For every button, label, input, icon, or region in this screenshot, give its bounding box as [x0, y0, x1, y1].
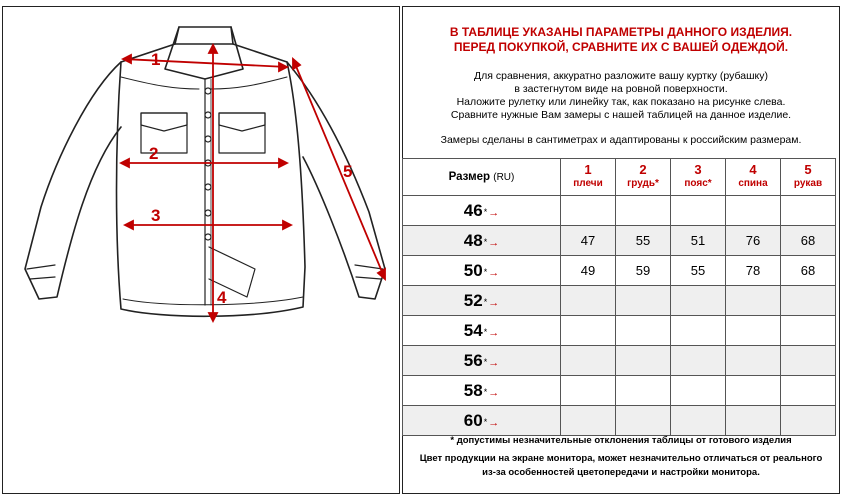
measurement-cell — [561, 346, 616, 376]
title-line-1: В ТАБЛИЦЕ УКАЗАНЫ ПАРАМЕТРЫ ДАННОГО ИЗДЕЛИЯ. — [449, 25, 793, 39]
arrow-right-icon: → — [488, 266, 500, 279]
size-value: 56 — [463, 350, 483, 370]
size-star: * — [483, 386, 488, 397]
measurement-cell — [781, 316, 836, 346]
size-cell — [403, 286, 561, 316]
measurement-cell — [616, 346, 671, 376]
column-number: 5 — [804, 162, 812, 177]
column-name: грудь* — [627, 178, 659, 189]
deviation-note: * допустимы незначительные отклонения таблицы от готового изделия — [450, 435, 792, 446]
size-value: 54 — [463, 320, 483, 340]
measurement-cell — [671, 316, 726, 346]
measurement-cell — [671, 376, 726, 406]
measurement-note: Замеры сделаны в сантиметрах и адаптированы к российским размерам. — [440, 134, 802, 146]
size-star: * — [483, 296, 488, 307]
measurement-cell: 78 — [726, 256, 781, 286]
size-header-label: Размер — [448, 171, 491, 183]
measurement-cell — [781, 286, 836, 316]
size-value: 46 — [463, 200, 483, 220]
color-note-line-2: из-за особенностей цветопередачи и настройки монитора. — [482, 467, 760, 478]
measurement-cell: 49 — [561, 256, 616, 286]
jacket-illustration — [3, 7, 401, 495]
column-header-back — [726, 159, 781, 196]
instructions-block — [403, 7, 839, 158]
arrow-right-icon: → — [488, 416, 500, 429]
measurement-cell — [781, 346, 836, 376]
table-row — [403, 226, 836, 256]
measurement-cell — [726, 286, 781, 316]
column-number: 2 — [639, 162, 647, 177]
measure-label-1: 1 — [151, 50, 161, 69]
measurement-cell — [781, 196, 836, 226]
measurement-cell: 68 — [781, 226, 836, 256]
size-header-unit: (RU) — [493, 172, 515, 183]
arrow-right-icon: → — [488, 356, 500, 369]
table-row — [403, 256, 836, 286]
title-line-2: ПЕРЕД ПОКУПКОЙ, СРАВНИТЕ ИХ С ВАШЕЙ ОДЕЖДОЙ. — [453, 40, 789, 54]
arrow-right-icon: → — [488, 206, 500, 219]
measurement-cell — [616, 196, 671, 226]
size-star: * — [483, 326, 488, 337]
size-cell — [403, 376, 561, 406]
size-value: 50 — [463, 260, 483, 280]
arrow-right-icon: → — [488, 326, 500, 339]
measurement-cell — [726, 346, 781, 376]
measurement-cell — [561, 316, 616, 346]
column-number: 3 — [694, 162, 702, 177]
column-name: рукав — [793, 178, 823, 189]
measurement-cell — [781, 376, 836, 406]
measurement-cell — [726, 196, 781, 226]
measurement-cell — [726, 406, 781, 436]
measurement-cell: 76 — [726, 226, 781, 256]
instruction-line: Для сравнения, аккуратно разложите вашу куртку (рубашку) — [474, 70, 768, 82]
column-header-chest — [616, 159, 671, 196]
size-star: * — [483, 236, 488, 247]
measurement-cell: 68 — [781, 256, 836, 286]
color-note-line-1: Цвет продукции на экране монитора, может незначительно отличаться от реального — [419, 453, 823, 464]
column-name: плечи — [573, 178, 603, 189]
size-value: 60 — [463, 410, 483, 430]
column-number: 4 — [749, 162, 757, 177]
size-header-cell — [403, 159, 561, 196]
measurement-cell — [726, 316, 781, 346]
table-row — [403, 376, 836, 406]
jacket-figure-panel — [2, 6, 400, 494]
size-star: * — [483, 266, 488, 277]
size-star: * — [483, 356, 488, 367]
measure-label-3: 3 — [151, 206, 161, 225]
measure-label-2: 2 — [149, 144, 159, 163]
measurement-cell — [781, 406, 836, 436]
column-number: 1 — [584, 162, 592, 177]
measurement-cell: 51 — [671, 226, 726, 256]
table-row — [403, 316, 836, 346]
size-value: 48 — [463, 230, 483, 250]
size-table — [402, 158, 836, 436]
size-value: 58 — [463, 380, 483, 400]
measurement-cell — [561, 286, 616, 316]
column-header-sleeve — [781, 159, 836, 196]
size-value: 52 — [463, 290, 483, 310]
column-name: спина — [738, 178, 768, 189]
column-header-shoulders — [561, 159, 616, 196]
size-cell — [403, 256, 561, 286]
measurement-cell — [671, 196, 726, 226]
measurement-cell — [616, 316, 671, 346]
size-cell — [403, 196, 561, 226]
measurement-cell — [561, 196, 616, 226]
measurement-cell — [561, 376, 616, 406]
measurement-cell: 59 — [616, 256, 671, 286]
size-star: * — [483, 206, 488, 217]
measurement-cell — [671, 286, 726, 316]
measurement-cell — [616, 376, 671, 406]
size-cell — [403, 316, 561, 346]
size-table-body — [403, 196, 836, 436]
measurement-cell — [616, 406, 671, 436]
measurement-cell: 55 — [671, 256, 726, 286]
arrow-right-icon: → — [488, 236, 500, 249]
size-star: * — [483, 416, 488, 427]
instruction-line: в застегнутом виде на ровной поверхности. — [514, 83, 728, 95]
size-cell — [403, 406, 561, 436]
column-name: пояс* — [684, 178, 712, 189]
instruction-line: Наложите рулетку или линейку так, как показано на рисунке слева. — [456, 96, 786, 108]
measure-label-5: 5 — [343, 162, 353, 181]
measurement-cell — [671, 406, 726, 436]
measurement-cell — [616, 286, 671, 316]
measurement-cell — [561, 406, 616, 436]
size-cell — [403, 346, 561, 376]
measurement-cell — [671, 346, 726, 376]
arrow-right-icon: → — [488, 296, 500, 309]
size-info-panel — [402, 6, 840, 494]
table-row — [403, 286, 836, 316]
table-row — [403, 346, 836, 376]
measurement-cell: 47 — [561, 226, 616, 256]
table-row — [403, 196, 836, 226]
measure-label-4: 4 — [217, 288, 227, 307]
column-header-waist — [671, 159, 726, 196]
size-cell — [403, 226, 561, 256]
instruction-line: Сравните нужные Вам замеры с нашей таблицей на данное изделие. — [450, 109, 792, 121]
arrow-right-icon: → — [488, 386, 500, 399]
measurement-cell — [726, 376, 781, 406]
table-header-row — [403, 159, 836, 196]
table-row — [403, 406, 836, 436]
measurement-cell: 55 — [616, 226, 671, 256]
